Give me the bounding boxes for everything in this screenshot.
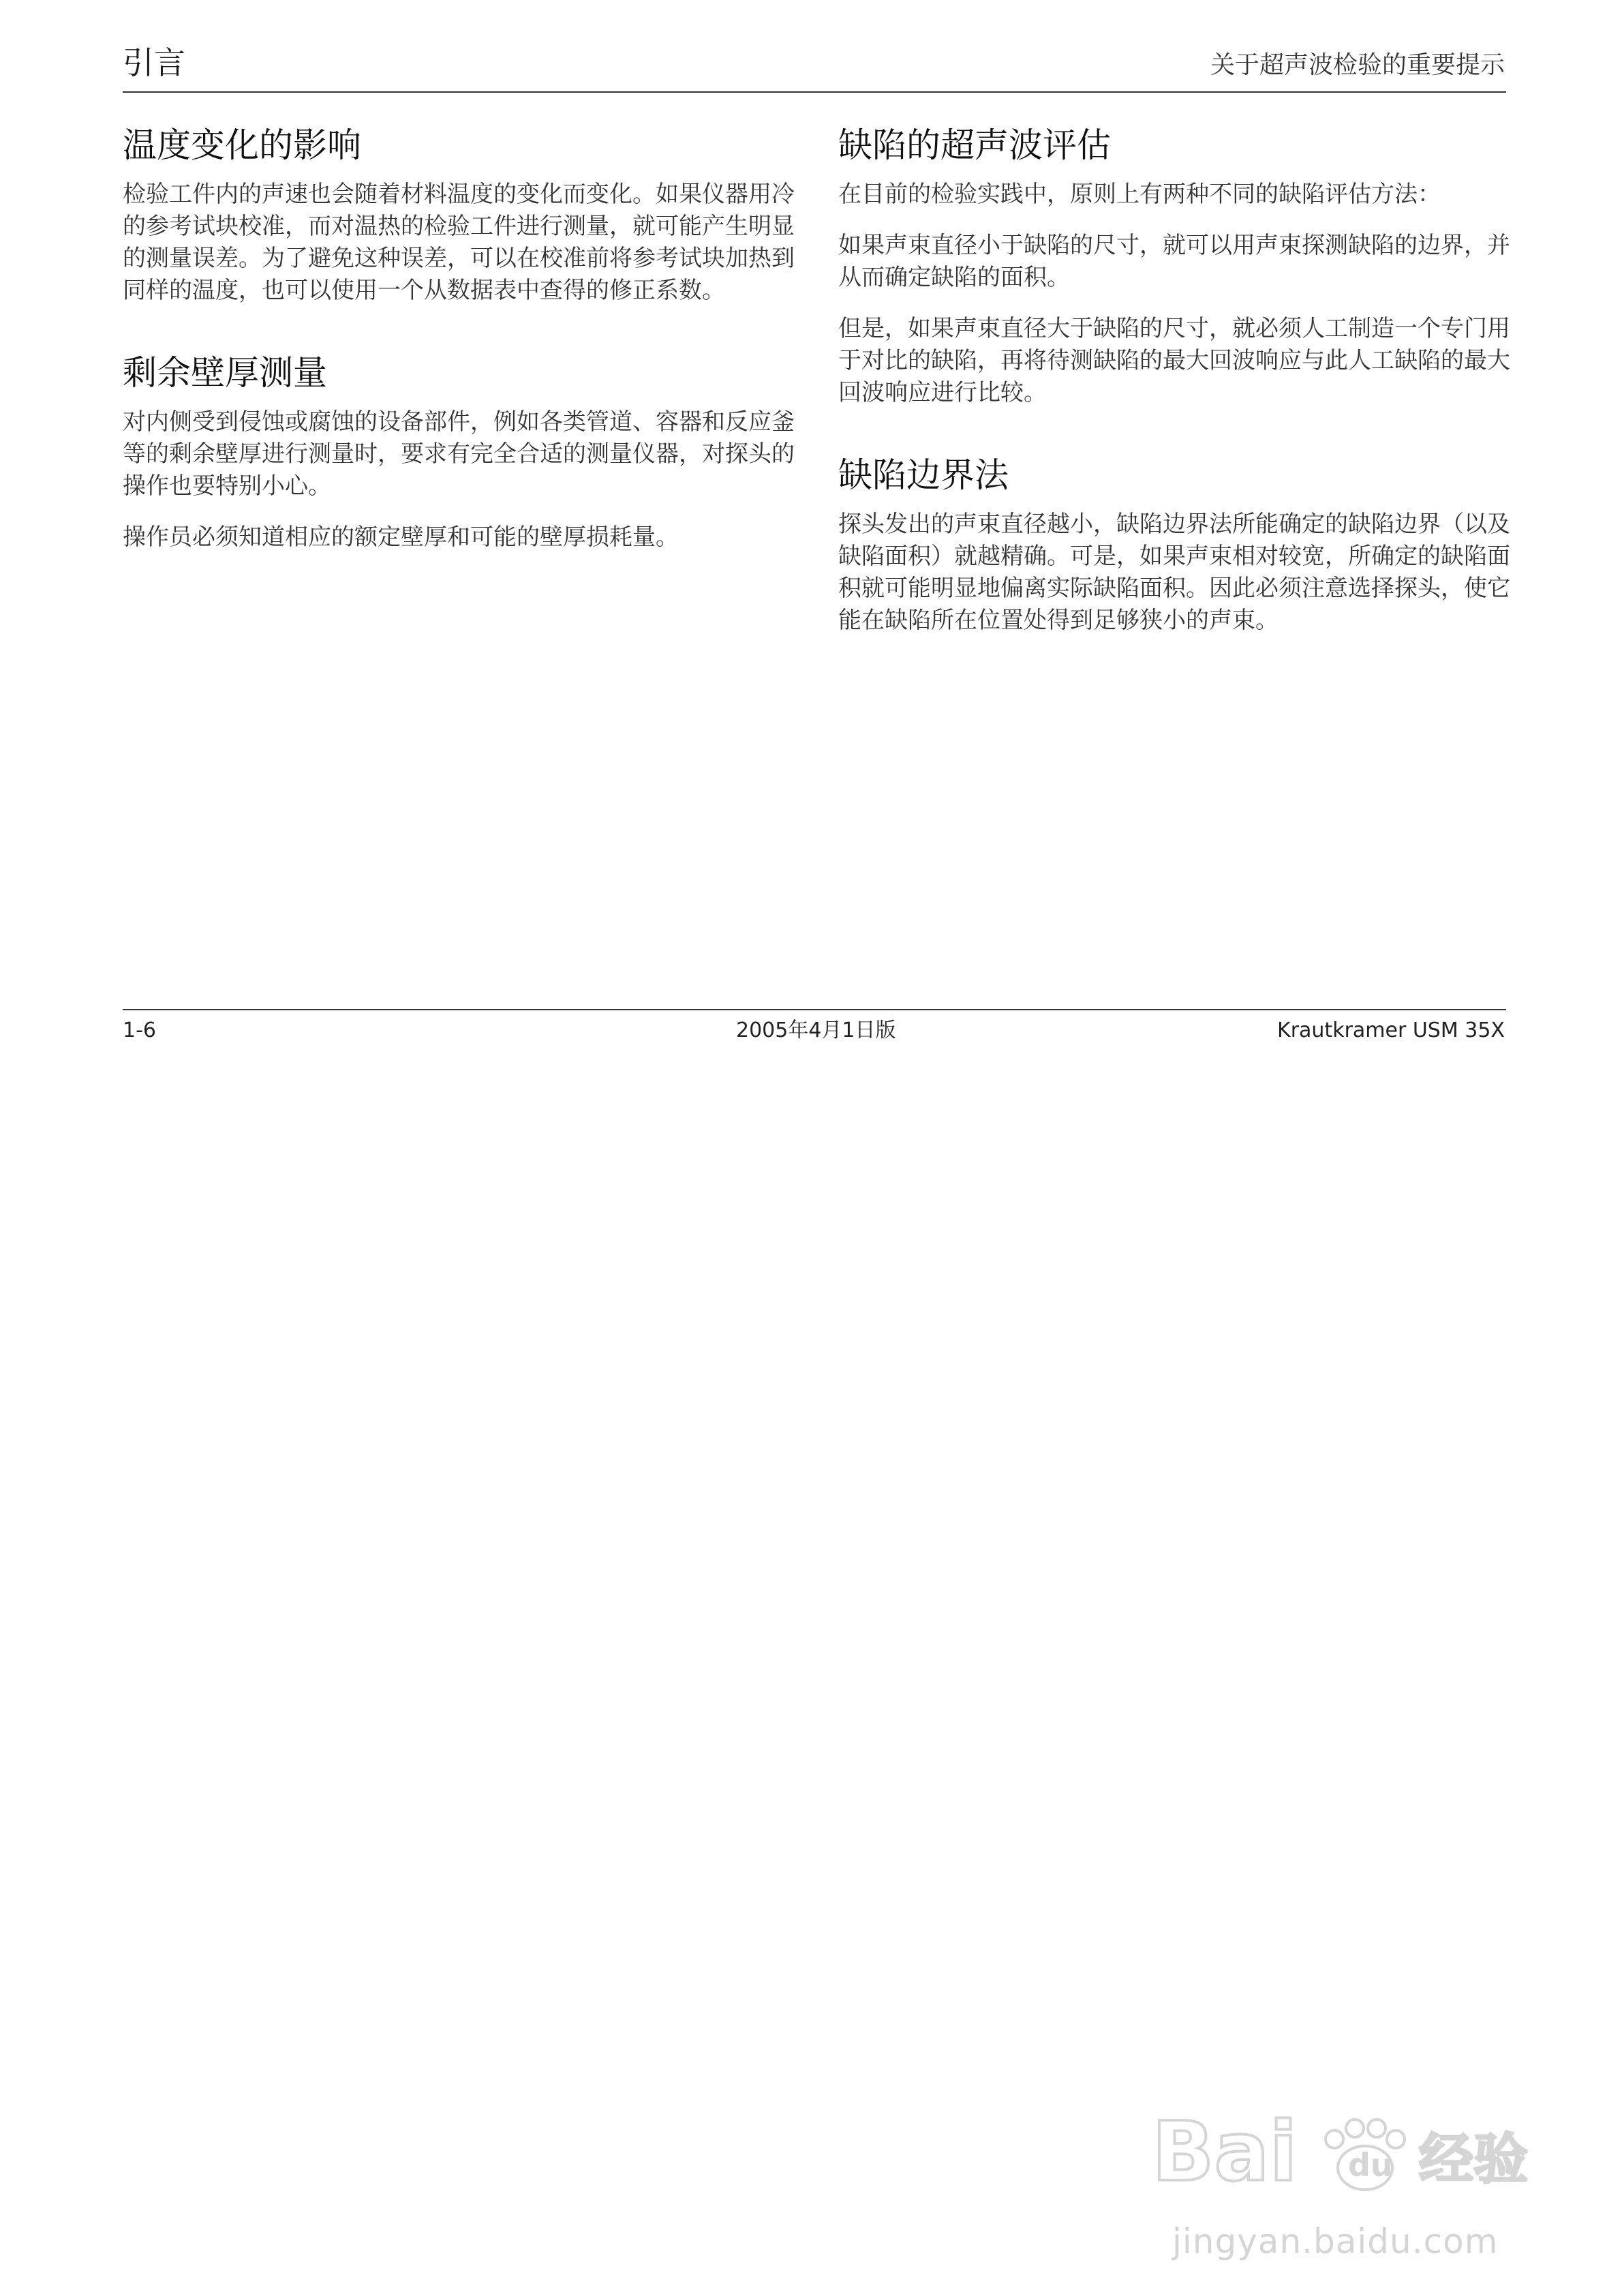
edition-date: 2005年4月1日版 bbox=[736, 1018, 896, 1042]
header-rule bbox=[123, 91, 1506, 93]
baidu-watermark bbox=[1152, 2100, 1533, 2263]
section-paragraph: 检验工件内的声速也会随着材料温度的变化而变化。如果仪器用冷的参考试块校准，而对温热的检验工件进行测量，就可能产生明显的测量误差。为了避免这种误差，可以在校准前将参考试块加热到同样的温度，也可以使用一个从数据表中查得的修正系数。 bbox=[123, 181, 795, 304]
section-heading: 剩余壁厚测量 bbox=[123, 353, 327, 393]
section-heading: 温度变化的影响 bbox=[123, 125, 361, 165]
section-paragraph: 操作员必须知道相应的额定壁厚和可能的壁厚损耗量。 bbox=[123, 524, 679, 551]
svg-text:经验: 经验 bbox=[1419, 2128, 1528, 2191]
svg-text:Bai: Bai bbox=[1152, 2105, 1298, 2200]
section-paragraph: 在目前的检验实践中，原则上有两种不同的缺陷评估方法： bbox=[838, 181, 1441, 208]
running-header-title: 关于超声波检验的重要提示 bbox=[1210, 51, 1505, 79]
section-flaw-boundary bbox=[838, 451, 1520, 637]
right-column bbox=[838, 121, 1520, 679]
section-paragraph: 但是，如果声束直径大于缺陷的尺寸，就必须人工制造一个专门用于对比的缺陷，再将待测缺陷的最大回波响应与此人工缺陷的最大回波响应进行比较。 bbox=[838, 315, 1510, 406]
page-number: 1-6 bbox=[123, 1018, 156, 1042]
chapter-title: 引言 bbox=[123, 44, 185, 81]
product-name: Krautkramer USM 35X bbox=[1277, 1018, 1505, 1042]
section-flaw-evaluation bbox=[838, 121, 1520, 409]
section-temperature bbox=[123, 121, 804, 307]
footer-rule bbox=[123, 1009, 1506, 1010]
left-column bbox=[123, 121, 804, 596]
baidu-logo-icon bbox=[1152, 2100, 1533, 2202]
section-paragraph: 探头发出的声束直径越小，缺陷边界法所能确定的缺陷边界（以及缺陷面积）就越精确。可是，如果声束相对较宽，所确定的缺陷面积就可能明显地偏离实际缺陷面积。因此必须注意选择探头，使它能在缺陷所在位置处得到足够狭小的声束。 bbox=[838, 511, 1510, 634]
section-wall-thickness bbox=[123, 349, 804, 554]
section-heading: 缺陷的超声波评估 bbox=[838, 125, 1111, 165]
svg-text:du: du bbox=[1348, 2147, 1393, 2184]
section-paragraph: 对内侧受到侵蚀或腐蚀的设备部件，例如各类管道、容器和反应釜等的剩余壁厚进行测量时，要求有完全合适的测量仪器，对探头的操作也要特别小心。 bbox=[123, 408, 795, 500]
section-heading: 缺陷边界法 bbox=[838, 455, 1009, 495]
section-paragraph: 如果声束直径小于缺陷的尺寸，就可以用声束探测缺陷的边界，并从而确定缺陷的面积。 bbox=[838, 232, 1510, 291]
watermark-url: jingyan.baidu.com bbox=[1172, 2222, 1499, 2261]
